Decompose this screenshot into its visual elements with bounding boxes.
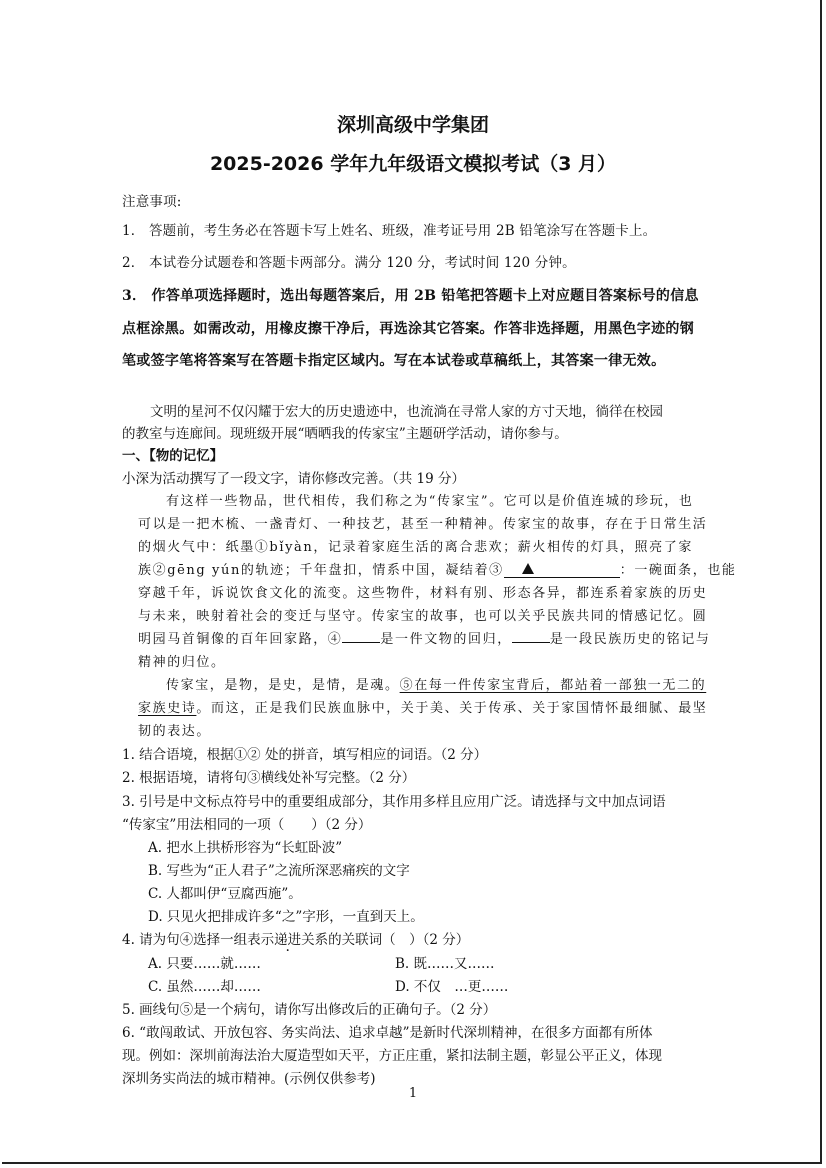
note-item-3-line3: 笔或签字笔将答案写在答题卡指定区域内。写在本试卷或草稿纸上，其答案一律无效。: [122, 353, 666, 369]
blank-4b: [512, 628, 550, 643]
passage-line3: 的烟火气中：纸墨①bǐyàn，记录着家庭生活的离合悲欢；薪火相传的灯具，照亮了家: [138, 540, 693, 555]
passage-line7: [138, 628, 710, 647]
question-4-option-a: A. 只要……就……: [148, 956, 261, 972]
question-6-line2: 现。例如：深圳前海法治大厦造型如天平，方正庄重，紧扣法制主题，彰显公平正义，体现: [122, 1048, 662, 1064]
question-4-option-d: D. 不仅 …更……: [395, 979, 509, 995]
passage-line2: 可以是一把木梳、一盏青灯、一种技艺，甚至一种精神。传家宝的故事，存在于日常生活: [138, 517, 708, 532]
blank-4a: [342, 628, 380, 643]
passage-line11: 韧的表达。: [138, 724, 212, 739]
question-4-emphasis: 递进: [274, 932, 302, 948]
notes-heading: 注意事项:: [122, 194, 182, 210]
question-3-line2: “传家宝”用法相同的一项（ ）（2 分）: [122, 817, 372, 833]
sentence-5-underlined-end: 家族史诗: [138, 701, 197, 716]
page-number: 1: [408, 1086, 418, 1101]
note-item-3-line2: 点框涂黑。如需改动，用橡皮擦干净后，再选涂其它答案。作答非选择题，用黑色字迹的钢: [122, 321, 694, 337]
passage-line6: 与未来，映射着社会的变迁与坚守。传家宝的故事，也可以关乎民族共同的情感记忆。圆: [138, 609, 708, 624]
exam-title: 2025-2026 学年九年级语文模拟考试（3 月）: [209, 153, 617, 175]
note-item-2: 2． 本试卷分试题卷和答题卡两部分。满分 120 分，考试时间 120 分钟。: [122, 255, 576, 271]
passage-line5: 穿越千年，诉说饮食文化的流变。这些物件，材料有别、形态各异，都连系着家族的历史: [138, 586, 708, 601]
passage-line10: [138, 697, 707, 716]
question-4: [122, 928, 469, 948]
passage-line7-a: 明园马首铜像的百年回家路，④: [138, 632, 343, 647]
intro-line2: 的教室与连廊间。现班级开展“晒晒我的传家宝”主题研学活动，请你参与。: [122, 426, 568, 442]
question-4-post: 关系的关联词（ ）（2 分）: [301, 932, 470, 948]
question-3-option-d: D. 只见火把排成许多“之”字形，一直到天上。: [148, 909, 424, 925]
passage-line4-b: ：一碗面条，也能: [619, 563, 737, 578]
passage-line4-a: 族②gēng yún的轨迹；千年盘扣，情系中国，凝结着③: [138, 563, 504, 578]
question-3-option-b: B. 写些为“正人君子”之流所深恶痛疾的文字: [148, 863, 410, 879]
note-item-1: 1． 答题前，考生务必在答题卡写上姓名、班级，准考证号用 2B 铅笔涂写在答题卡上。: [122, 223, 657, 239]
question-4-option-b: B. 既……又……: [395, 956, 495, 972]
passage-line7-c: 是一段民族历史的铭记与: [549, 632, 711, 647]
triangle-icon: [522, 563, 534, 574]
blank-3: [504, 563, 620, 578]
passage-line7-b: 是一件文物的回归，: [380, 632, 512, 647]
question-6-line1: 6. “敢闯敢试、开放包容、务实尚法、追求卓越”是新时代深圳精神，在很多方面都有所体: [122, 1025, 653, 1041]
question-2: 2. 根据语境，请将句③横线处补写完整。（2 分）: [122, 770, 416, 786]
passage-line8: 精神的归位。: [138, 655, 226, 670]
question-4-pre: 4. 请为句④选择一组表示: [122, 932, 275, 948]
intro-line1: 文明的星河不仅闪耀于宏大的历史遗迹中，也流淌在寻常人家的方寸天地，徜徉在校园: [150, 404, 663, 420]
question-1: 1. 结合语境，根据①② 处的拼音，填写相应的词语。（2 分）: [122, 747, 488, 763]
question-6-line3: 深圳务实尚法的城市精神。(示例仅供参考): [122, 1071, 376, 1087]
school-title: 深圳高级中学集团: [336, 114, 489, 136]
question-3-option-c: C. 人都叫伊“豆腐西施”。: [148, 886, 302, 902]
section1-lead: 小深为活动撰写了一段文字，请你修改完善。（共 19 分）: [122, 471, 466, 487]
question-3-option-a: A. 把水上拱桥形容为“长虹卧波”: [148, 840, 343, 856]
question-3-line1: 3. 引号是中文标点符号中的重要组成部分，其作用多样且应用广泛。请选择与文中加点词语: [122, 794, 666, 810]
sentence-5-underlined: ⑤在每一件传家宝背后，都站着一部独一无二的: [399, 678, 707, 693]
note-item-3-line1: 3． 作答单项选择题时，选出每题答案后，用 2B 铅笔把答题卡上对应题目答案标号的信息: [122, 288, 699, 304]
question-4-option-c: C. 虽然……却……: [148, 979, 261, 995]
passage-line10-b: 。而这，正是我们民族血脉中，关于美、关于传承、关于家国情怀最细腻、最坚: [196, 701, 708, 716]
question-5: 5. 画线句⑤是一个病句，请你写出修改后的正确句子。（2 分）: [122, 1002, 497, 1018]
passage-line4: [138, 559, 737, 578]
section1-title: 一、【物的记忆】: [122, 448, 224, 464]
passage-line9-a: 传家宝，是物，是史，是情，是魂。: [166, 678, 400, 693]
passage-line1: 有这样一些物品，世代相传，我们称之为“传家宝”。它可以是价值连城的珍玩，也: [166, 494, 694, 509]
passage-line9: [166, 674, 706, 693]
